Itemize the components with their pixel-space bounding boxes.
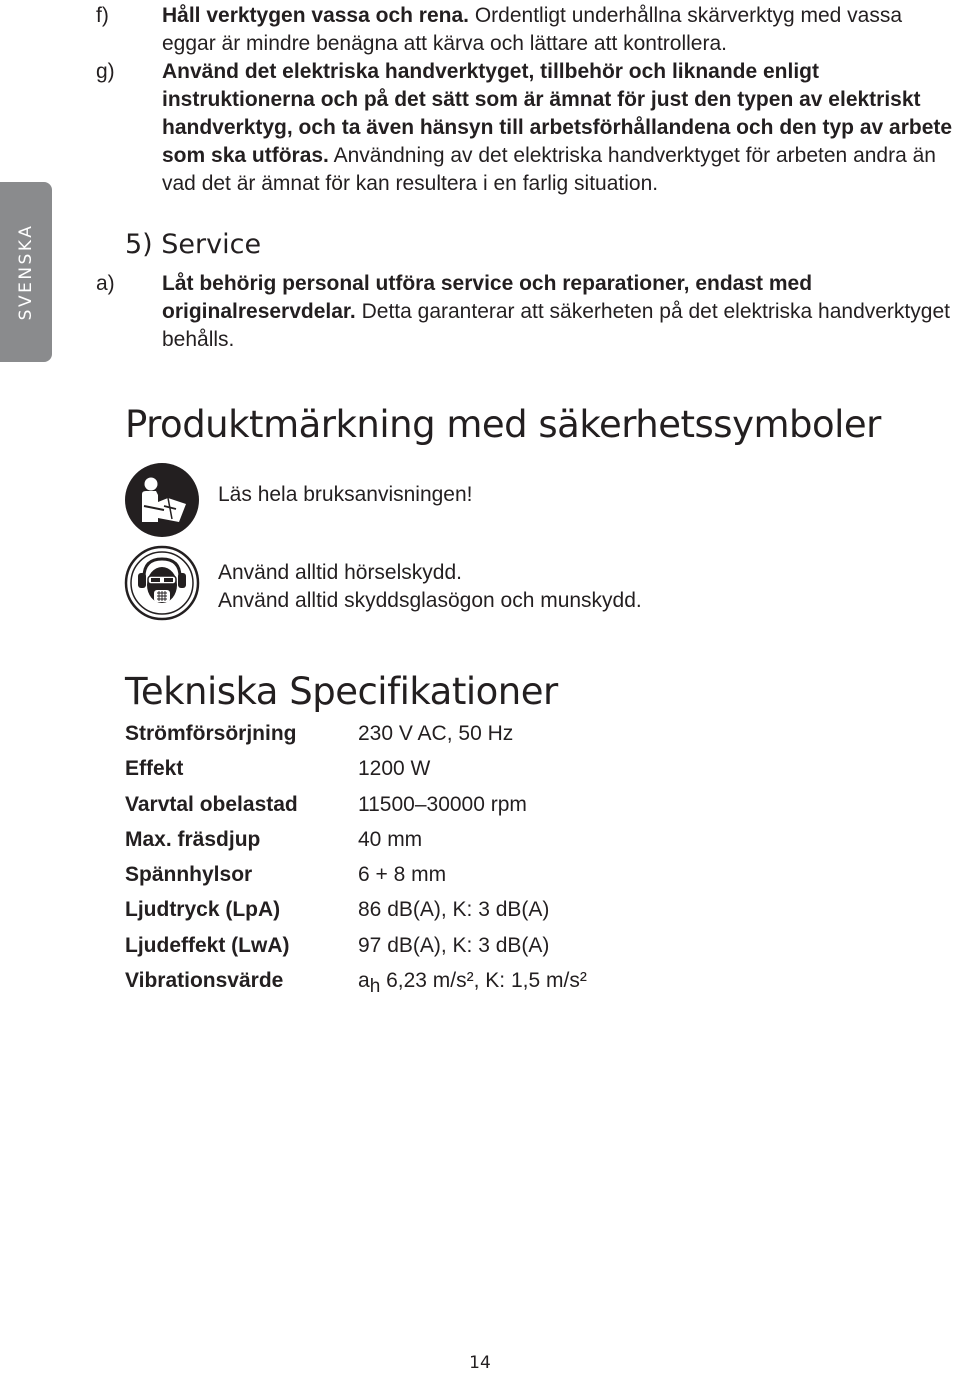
spec-value [358,963,587,1004]
page-number: 14 [469,1353,491,1373]
spec-row [125,928,825,963]
language-tab [0,182,52,362]
spec-label: Effekt [125,757,184,781]
item-text-normal: Användning av det elektriska handverktyget för arbeten andra än vad det är ämnat för kan resultera i en farlig situation. [162,144,936,195]
spec-label: Ljudtryck (LpA) [125,898,281,922]
item-text [162,2,960,58]
hearing-eye-mask-protection-icon [124,545,200,621]
spec-label: Vibrationsvärde [125,969,284,993]
instruction-item-g [96,58,960,198]
spec-label: Spännhylsor [125,863,253,887]
spec-row [125,716,825,751]
vibration-subscript: h [369,976,381,998]
specs-heading: Tekniska Specifikationer [125,670,558,713]
vibration-symbol: a [358,969,370,993]
item-text-normal: Detta garanterar att säkerheten på det elektriska handverktyget behålls. [162,300,950,351]
spec-value: 97 dB(A), K: 3 dB(A) [358,933,550,957]
spec-value: 6 + 8 mm [358,863,447,887]
spec-value: 11500–30000 rpm [358,792,527,816]
spec-row [125,751,825,786]
read-manual-text: Läs hela bruksanvisningen! [218,483,473,506]
vibration-value: 6,23 m/s², K: 1,5 m/s² [380,969,587,993]
spec-row [125,857,825,892]
spec-value: 230 V AC, 50 Hz [358,722,514,745]
read-manual-icon [124,462,200,538]
instruction-item-f [96,2,960,58]
spec-label: Strömförsörjning [125,722,297,745]
spec-value: 1200 W [358,757,431,781]
symbols-heading: Produktmärkning med säkerhetssymboler [125,403,881,446]
item-text-bold: Håll verktygen vassa och rena. [162,4,469,27]
item-marker: f) [96,4,109,27]
spec-label: Max. fräsdjup [125,827,261,851]
service-item-a [96,270,960,354]
spec-row-vibration [125,963,825,998]
spec-row [125,892,825,927]
item-text-bold: Låt behörig personal utföra service och reparationer, endast med originalreservdelar. [162,272,813,323]
item-text-bold: Använd det elektriska handverktyget, tillbehör och liknande enligt instruktionerna och på det sätt som är ämnat för just den typen av elektriskt handverktyg, och ta även hänsyn till arbetsförhållandena och den typ av arbete som ska utföras. [162,60,953,167]
item-marker: a) [96,272,115,295]
spec-label: Varvtal obelastad [125,792,298,816]
item-text-normal: Ordentligt underhållna skärverktyg med vassa eggar är mindre benägna att kärva och lättare att kontrollera. [162,4,903,55]
eye-mask-protection-text: Använd alltid skyddsglasögon och munskydd. [218,589,642,612]
item-text [162,58,960,198]
item-text [162,270,960,354]
spec-value: 86 dB(A), K: 3 dB(A) [358,898,550,922]
hearing-protection-text: Använd alltid hörselskydd. [218,561,462,584]
spec-row [125,787,825,822]
spec-label: Ljudeffekt (LwA) [125,933,290,957]
service-heading: 5) Service [125,229,262,260]
item-marker: g) [96,60,115,83]
spec-row [125,822,825,857]
language-tab-label: SVENSKA [16,223,36,321]
spec-value: 40 mm [358,827,423,851]
specs-table [125,716,825,998]
